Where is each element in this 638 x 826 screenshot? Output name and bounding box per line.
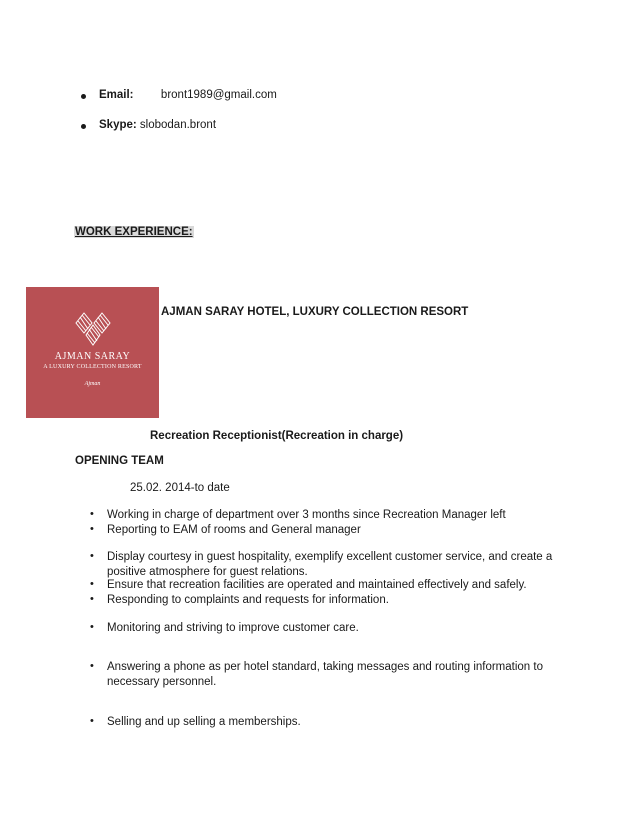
date-range: 25.02. 2014-to date bbox=[130, 482, 230, 494]
list-item: Working in charge of department over 3 months since Recreation Manager left bbox=[107, 509, 506, 521]
bullet-icon bbox=[81, 124, 86, 129]
list-item: Display courtesy in guest hospitality, exemplify excellent customer service, and create a positive atmosphere for guest relations. bbox=[107, 551, 553, 578]
skype-label: Skype: bbox=[99, 119, 137, 131]
skype-value: slobodan.bront bbox=[139, 119, 217, 131]
bullet-icon: • bbox=[90, 593, 94, 605]
logo-emblem-icon bbox=[70, 309, 116, 349]
list-item: Selling and up selling a memberships. bbox=[107, 716, 301, 728]
position-title: Recreation Receptionist(Recreation in charge) bbox=[150, 430, 404, 442]
bullet-icon: • bbox=[90, 550, 94, 562]
bullet-icon: • bbox=[90, 508, 94, 520]
list-item: Ensure that recreation facilities are operated and maintained effectively and safely. bbox=[107, 579, 527, 591]
bullet-icon: • bbox=[90, 660, 94, 672]
team-label: OPENING TEAM bbox=[75, 455, 164, 467]
bullet-icon: • bbox=[90, 578, 94, 590]
bullet-icon: • bbox=[90, 621, 94, 633]
list-item: Answering a phone as per hotel standard, taking messages and routing information to necessary personnel. bbox=[107, 661, 543, 688]
list-item: Responding to complaints and requests for information. bbox=[107, 594, 389, 606]
section-heading-text: WORK EXPERIENCE: bbox=[75, 226, 193, 238]
list-item: Reporting to EAM of rooms and General manager bbox=[107, 524, 361, 536]
logo-title: AJMAN SARAY bbox=[54, 351, 131, 362]
email-label: Email: bbox=[99, 89, 134, 101]
bullet-icon: • bbox=[90, 523, 94, 535]
work-experience-heading bbox=[74, 226, 194, 238]
bullet-icon bbox=[81, 94, 86, 99]
skype-line bbox=[99, 119, 216, 131]
logo-location: Ajman bbox=[84, 381, 101, 387]
logo-subtitle: A LUXURY COLLECTION RESORT bbox=[43, 364, 142, 370]
employer-name: AJMAN SARAY HOTEL, LUXURY COLLECTION RESORT bbox=[161, 306, 469, 318]
email-value[interactable]: bront1989@gmail.com bbox=[160, 89, 277, 101]
list-item: Monitoring and striving to improve customer care. bbox=[107, 622, 359, 634]
hotel-logo bbox=[26, 287, 159, 418]
bullet-icon: • bbox=[90, 715, 94, 727]
email-line bbox=[99, 89, 277, 101]
